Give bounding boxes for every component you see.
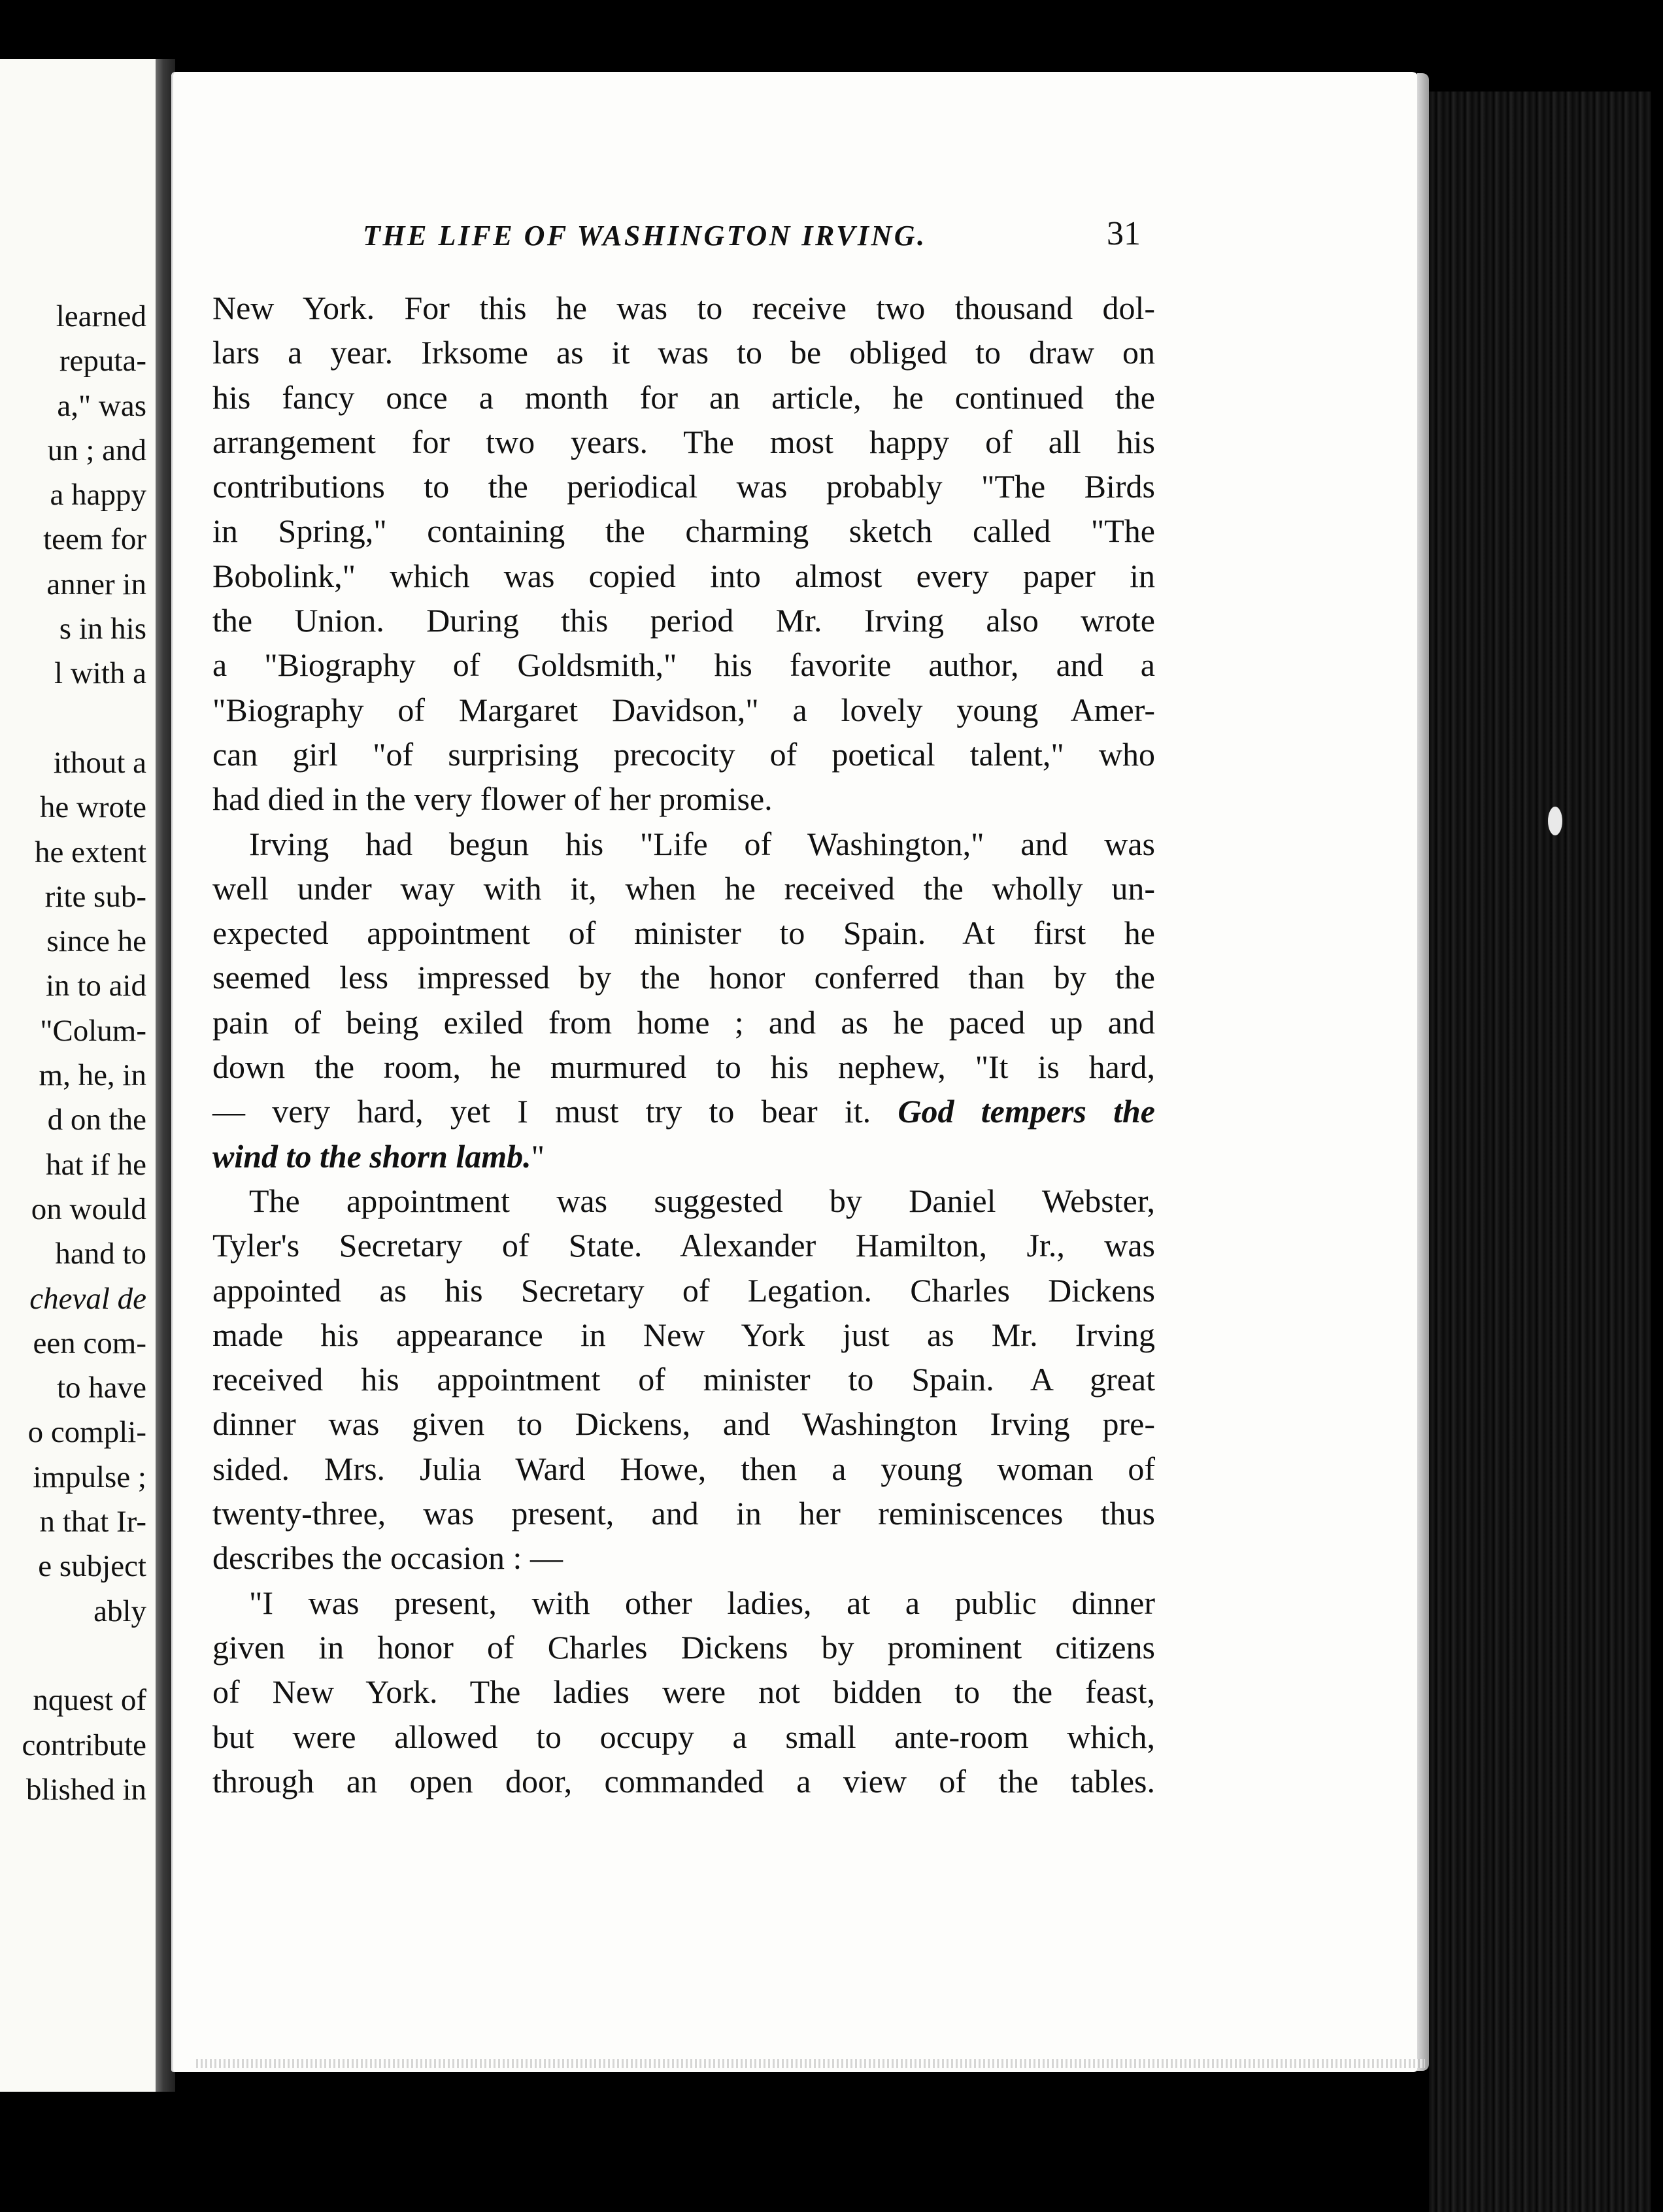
left-line: m, he, in	[39, 1058, 146, 1093]
left-line: nquest of	[33, 1683, 146, 1718]
text-line-with-italic	[212, 1134, 1155, 1179]
left-line: s in his	[59, 612, 146, 646]
left-line: he wrote	[39, 790, 146, 825]
closing-quote: "	[531, 1137, 545, 1175]
left-line: contribute	[22, 1728, 146, 1762]
text-line: arrangement for two years. The most happy of all his	[212, 423, 1155, 460]
text-line: twenty-three, was present, and in her reminiscences thus	[212, 1495, 1155, 1532]
text-line: the Union. During this period Mr. Irving also wrote	[212, 602, 1155, 639]
left-line: cheval de	[29, 1281, 146, 1316]
text-line: through an open door, commanded a view of the tables.	[212, 1762, 1155, 1800]
page-bottom-edge	[196, 2059, 1425, 2068]
text-line: seemed less impressed by the honor conferred than by the	[212, 959, 1155, 996]
text-line: his fancy once a month for an article, he continued the	[212, 378, 1155, 416]
left-line: l with a	[54, 656, 146, 691]
left-line: reputa-	[59, 344, 146, 378]
previous-page-fragment	[0, 59, 156, 2092]
text-line: "I was present, with other ladies, at a public dinner	[249, 1584, 1155, 1621]
text-line: given in honor of Charles Dickens by prominent citizens	[212, 1628, 1155, 1666]
text-line: sided. Mrs. Julia Ward Howe, then a young woman of	[212, 1450, 1155, 1487]
running-head: THE LIFE OF WASHINGTON IRVING.	[363, 220, 927, 252]
text-line: can girl "of surprising precocity of poetical talent," who	[212, 735, 1155, 773]
text-line: down the room, he murmured to his nephew, "It is hard,	[212, 1048, 1155, 1086]
previous-page-text	[0, 294, 146, 1812]
text-line: but were allowed to occupy a small ante-room which,	[212, 1718, 1155, 1755]
text-line: dinner was given to Dickens, and Washington Irving pre-	[212, 1405, 1155, 1443]
left-line: anner in	[46, 567, 146, 601]
left-line: hat if he	[46, 1147, 146, 1182]
left-line: blished in	[25, 1772, 146, 1807]
book-fore-edge	[1429, 92, 1651, 2212]
fore-edge-mark	[1548, 807, 1562, 835]
text-line: received his appointment of minister to Spain. A great	[212, 1361, 1155, 1398]
left-line: learned	[56, 299, 146, 333]
page-edge	[1417, 73, 1429, 2071]
text-fragment: — very hard, yet I must try to bear it.	[212, 1093, 871, 1130]
text-line: Bobolink," which was copied into almost every paper in	[212, 557, 1155, 594]
left-line: in to aid	[45, 969, 146, 1003]
text-line: "Biography of Margaret Davidson," a lovely young Amer-	[212, 691, 1155, 728]
left-line: een com-	[33, 1326, 146, 1360]
page-number: 31	[1107, 215, 1141, 252]
italic-quote: wind to the shorn lamb.	[212, 1137, 531, 1175]
left-line	[0, 1634, 146, 1678]
left-line: on would	[31, 1192, 146, 1226]
left-line: n that Ir-	[39, 1505, 146, 1539]
left-line: rite sub-	[44, 879, 146, 914]
left-line	[0, 696, 146, 741]
text-line: a "Biography of Goldsmith," his favorite author, and a	[212, 646, 1155, 684]
text-line: Tyler's Secretary of State. Alexander Hamilton, Jr., was	[212, 1227, 1155, 1264]
text-line: in Spring," containing the charming sketch called "The	[212, 512, 1155, 550]
left-line: he extent	[35, 835, 146, 869]
text-line: of New York. The ladies were not bidden to the feast,	[212, 1673, 1155, 1711]
left-line: e subject	[38, 1549, 146, 1584]
text-line: made his appearance in New York just as Mr. Irving	[212, 1316, 1155, 1353]
text-line: contributions to the periodical was probably "The Birds	[212, 468, 1155, 505]
text-line: Irving had begun his "Life of Washington," and was	[249, 825, 1155, 862]
left-line: a happy	[50, 478, 146, 512]
text-line: well under way with it, when he received the wholly un-	[212, 869, 1155, 907]
text-line: expected appointment of minister to Spain. At first he	[212, 914, 1155, 952]
page-body	[212, 286, 1155, 1803]
left-line: "Colum-	[40, 1013, 146, 1048]
left-line: to have	[56, 1371, 146, 1405]
left-line: impulse ;	[33, 1460, 146, 1494]
text-line: The appointment was suggested by Daniel Webster,	[249, 1182, 1155, 1219]
left-line: d on the	[47, 1103, 146, 1137]
left-line: a," was	[57, 388, 146, 423]
left-line: hand to	[55, 1237, 146, 1271]
text-line: describes the occasion : —	[212, 1539, 563, 1577]
left-line: o compli-	[27, 1415, 146, 1450]
text-line-with-italic	[212, 1089, 1155, 1133]
text-line: New York. For this he was to receive two thousand dol-	[212, 290, 1155, 326]
left-line: un ; and	[47, 433, 146, 467]
italic-quote: God tempers the	[898, 1093, 1155, 1130]
text-line: pain of being exiled from home ; and as he paced up and	[212, 1003, 1155, 1041]
left-line: ithout a	[53, 745, 146, 780]
text-line: appointed as his Secretary of Legation. Charles Dickens	[212, 1271, 1155, 1309]
text-line: had died in the very flower of her promise.	[212, 780, 773, 818]
left-line: ably	[93, 1594, 146, 1628]
left-line: since he	[46, 924, 146, 959]
text-line: lars a year. Irksome as it was to be obliged to draw on	[212, 334, 1155, 371]
left-line: teem for	[43, 522, 146, 557]
